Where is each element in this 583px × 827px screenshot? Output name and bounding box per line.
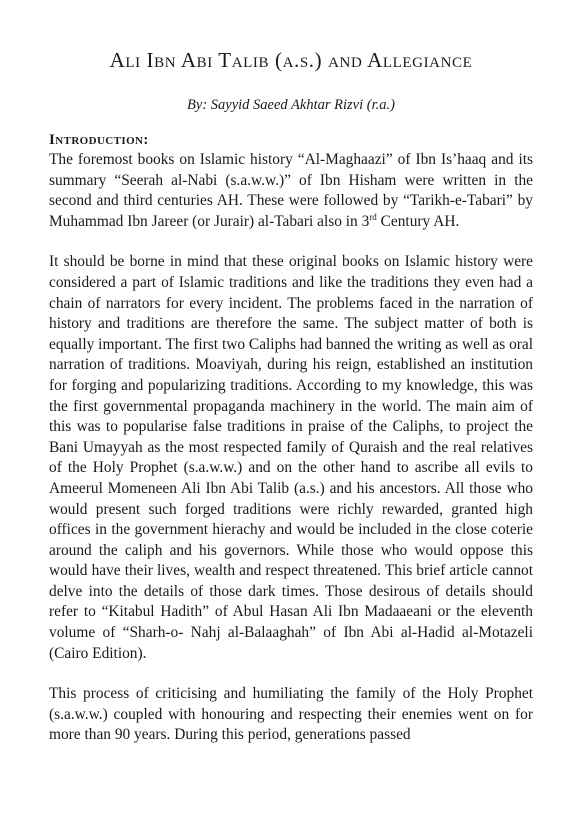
paragraph-2: It should be borne in mind that these original books on Islamic history were considered a part of Islamic traditions and like the traditions they even had a chain of narrators for every incident. The problems faced in the narration of history and traditions are therefore the same. The subject matter of both is equally important. The first two Caliphs had banned the writing as well as oral narration of traditions. Moaviyah, during his reign, established an institution for forging and popularizing traditions. According to my knowledge, this was the first governmental propaganda machinery in the world. The main aim of this was to popularise false traditions in praise of the Caliphs, to project the Bani Umayyah as the most respected family of Quraish and the real relatives of the Holy Prophet (s.a.w.w.) and on the other hand to ascribe all evils to Ameerul Momeneen Ali Ibn Abi Talib (a.s.) and his ancestors. All those who would present such forged traditions were richly rewarded, granted high offices in the government hierachy and would be included in the close coterie around the caliph and his governors. While those who would oppose this would have their lives, wealth and respect threatened. This brief article cannot delve into the details of those dark times. Those desirous of details should refer to “Kitabul Hadith” of Abul Hasan Ali Ibn Madaaeani or the eleventh volume of “Sharh-o- Nahj al-Balaaghah” of Ibn Abi al-Hadid al-Motazeli (Cairo Edition).	[49, 253, 533, 662]
document-page	[49, 48, 533, 766]
ordinal-suffix: rd	[369, 211, 377, 222]
paragraph-3: This process of criticising and humiliating the family of the Holy Prophet (s.a.w.w.) coupled with honouring and respecting their enemies went on for more than 90 years. During this period, generations passed	[49, 685, 533, 744]
author-byline: By: Sayyid Saeed Akhtar Rizvi (r.a.)	[187, 97, 395, 113]
paragraph-1	[49, 150, 533, 232]
section-heading: Introduction:	[49, 132, 149, 148]
document-title: Ali Ibn Abi Talib (a.s.) and Allegiance	[109, 48, 473, 72]
paragraph-1-tail: Century AH.	[376, 212, 460, 230]
paragraph-1-text: The foremost books on Islamic history “Al-Maghaazi” of Ibn Is’haaq and its summary “Seerah al-Nabi (s.a.w.w.)” of Ibn Hisham were written in the second and third centuries AH. These were followed by “Tarikh-e-Tabari” by Muhammad Ibn Jareer (or Jurair) al-Tabari also in 3	[49, 151, 533, 230]
